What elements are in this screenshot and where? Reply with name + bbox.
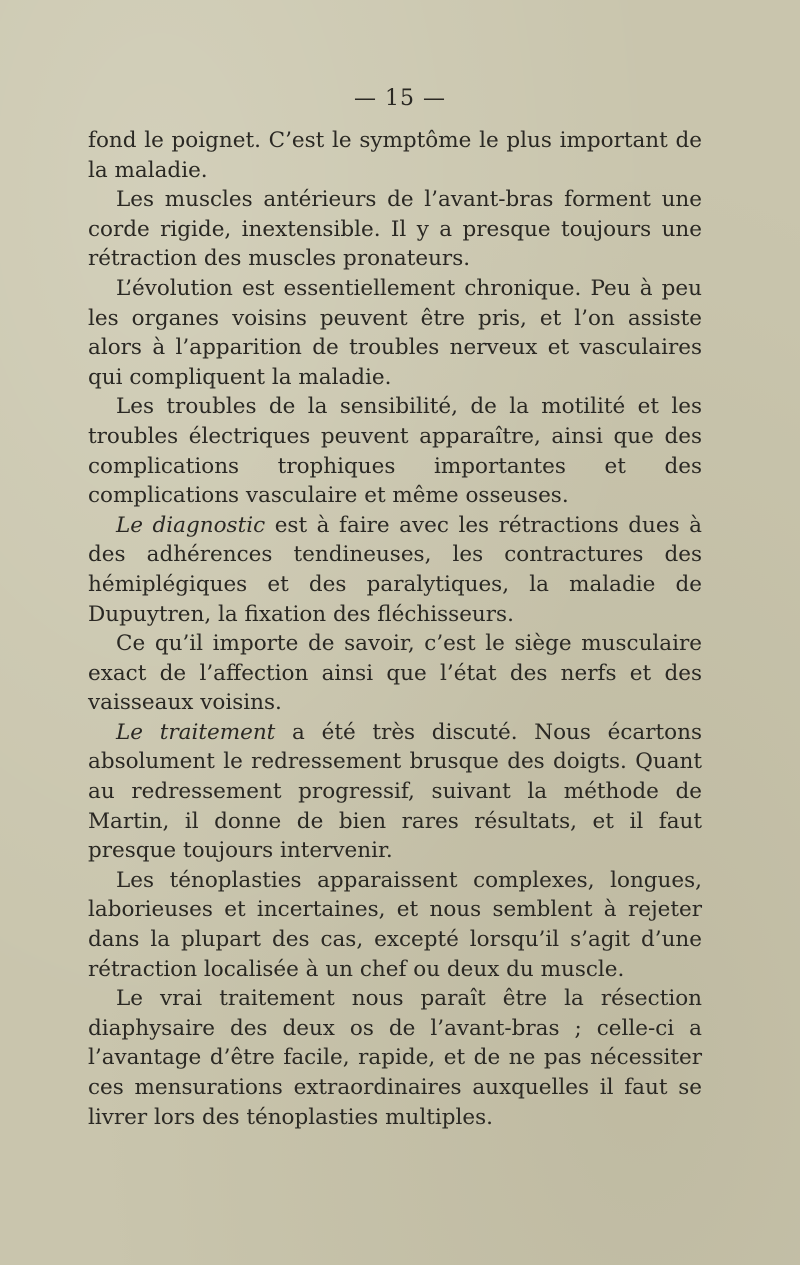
diagnostic-heading: Le diagnostic bbox=[116, 512, 266, 538]
traitement-text: a été très discuté. Nous écartons absolument le redressement brusque des doigts. Quant au redressement progressif, suivant la méthode de Martin, il donne de bien rares résultats, et il faut presque toujours intervenir. bbox=[88, 719, 702, 864]
paragraph-evolution: L’évolution est essentiellement chronique. Peu à peu les organes voisins peuvent être pris, et l’on assiste alors à l’apparition de troubles nerveux et vasculaires qui compliquent la maladie. bbox=[88, 275, 702, 390]
traitement-heading: Le traitement bbox=[116, 719, 276, 745]
paragraph-continuation: fond le poignet. C’est le symptôme le plus important de la maladie. bbox=[88, 128, 702, 183]
paragraph-diagnostic bbox=[88, 511, 702, 629]
body-text bbox=[88, 126, 702, 1132]
page-number: — 15 — bbox=[354, 86, 446, 111]
diagnostic-text: est à faire avec les rétractions dues à des adhérences tendineuses, les contractures des hémiplégiques et des paralytiques, la maladie de Dupuytren, la fixation des fléchisseurs. bbox=[88, 512, 703, 627]
paragraph-troubles: Les troubles de la sensibilité, de la motilité et les troubles électriques peuvent apparaître, ainsi que des complications trophiques importantes et des complications vasculaire et même osseuses. bbox=[88, 394, 702, 509]
paragraph-tenoplasties: Les ténoplasties apparaissent complexes, longues, laborieuses et incertaines, et nous semblent à rejeter dans la plupart des cas, excepté lorsqu’il s’agit d’une rétraction localisée à un chef ou deux du muscle. bbox=[88, 867, 702, 982]
paragraph-siege: Ce qu’il importe de savoir, c’est le siège musculaire exact de l’affection ainsi que l’état des nerfs et des vaisseaux voisins. bbox=[88, 631, 702, 716]
paragraph-traitement bbox=[88, 718, 702, 866]
paragraph-resection: Le vrai traitement nous paraît être la résection diaphysaire des deux os de l’avant-bras ; celle-ci a l’avantage d’être facile, rapide, et de ne pas nécessiter ces mensurations extraordinaires auxquelles il faut se livrer lors des ténoplasties multiples. bbox=[88, 986, 702, 1130]
paragraph-muscles: Les muscles antérieurs de l’avant-bras forment une corde rigide, inextensible. Il y a presque toujours une rétraction des muscles pronateurs. bbox=[88, 187, 702, 272]
